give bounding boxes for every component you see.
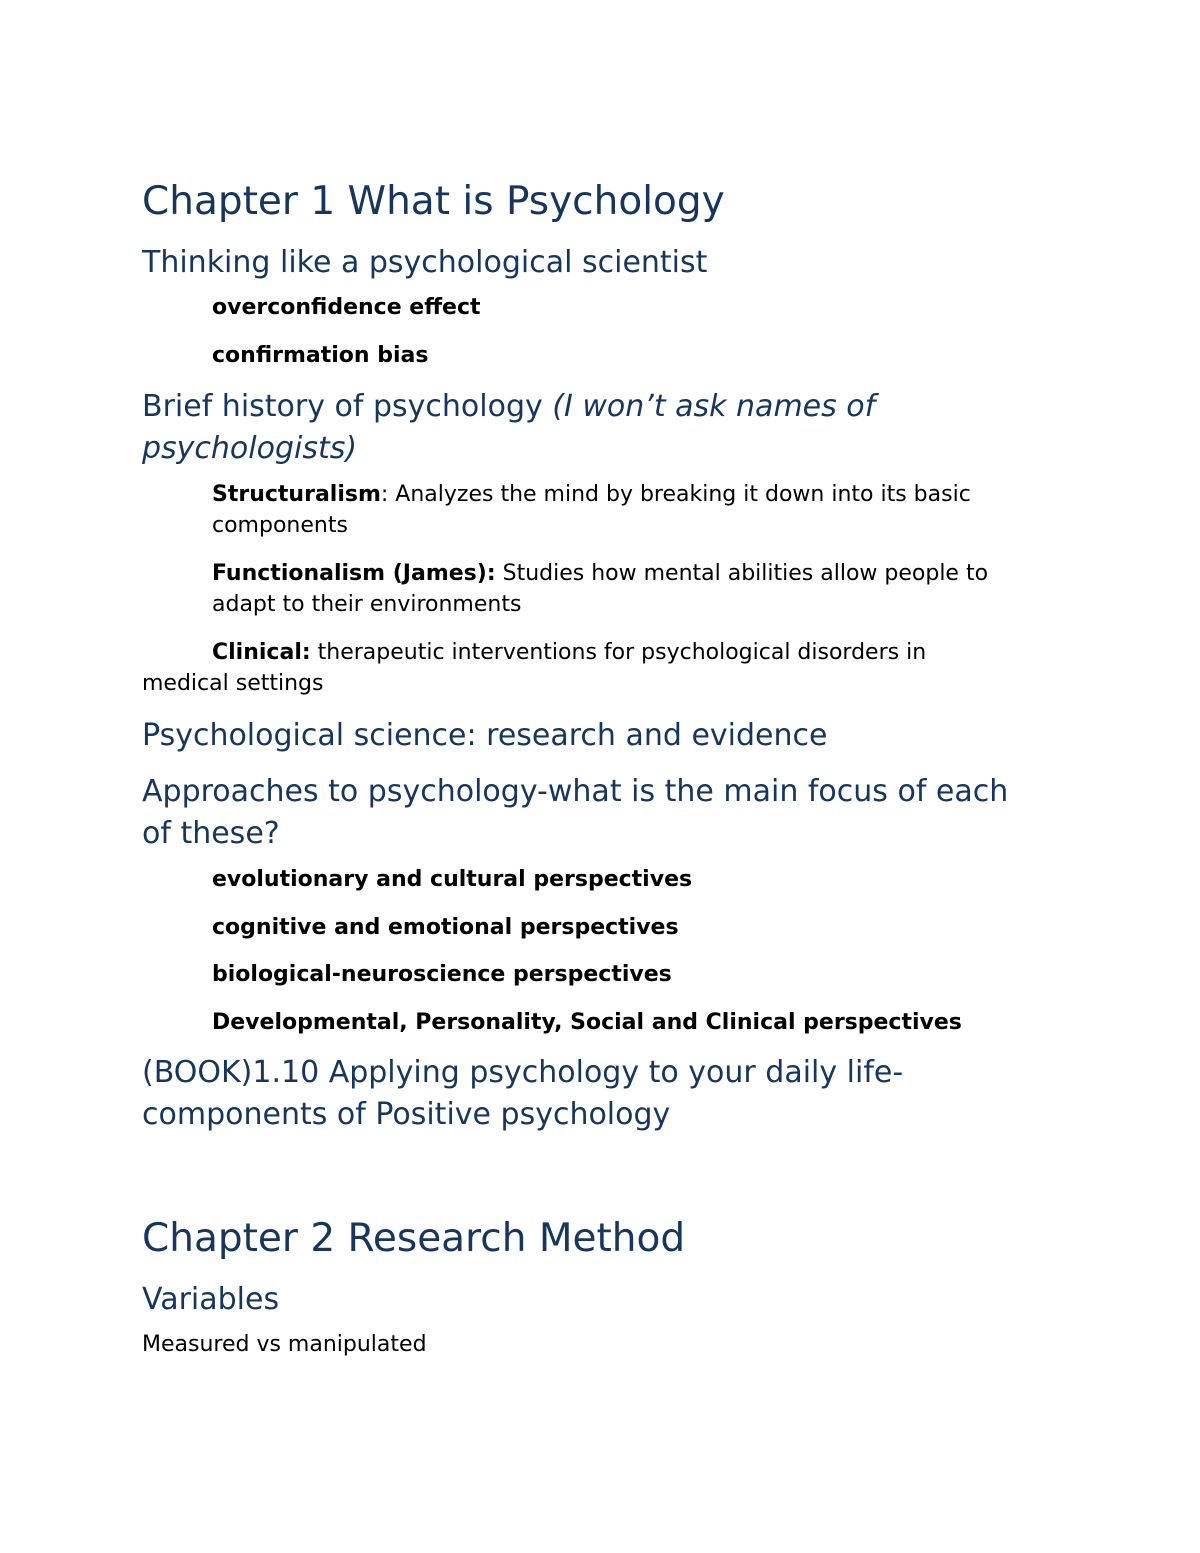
- structuralism-definition-line2: components: [212, 513, 348, 538]
- term-evolutionary-cultural: evolutionary and cultural perspectives: [212, 867, 693, 892]
- clinical-definition: [212, 642, 926, 664]
- history-heading-note-line2: psychologists): [142, 431, 358, 466]
- variables-text: Measured vs manipulated: [142, 1332, 427, 1357]
- functionalism-definition-line2: adapt to their environments: [212, 592, 522, 617]
- section-heading-book-line2: components of Positive psychology: [142, 1097, 671, 1132]
- section-heading-book: (BOOK)1.10 Applying psychology to your daily life-: [142, 1055, 904, 1090]
- chapter-2-title: Chapter 2 Research Method: [142, 1216, 686, 1261]
- term-functionalism: Functionalism (James):: [212, 561, 496, 586]
- term-structuralism: Structuralism: [212, 482, 381, 507]
- section-heading-variables: Variables: [142, 1282, 280, 1317]
- functionalism-desc: Studies how mental abilities allow people to: [495, 561, 989, 586]
- functionalism-definition: [212, 563, 988, 585]
- section-heading-science: Psychological science: research and evidence: [142, 718, 828, 753]
- chapter-1-title: Chapter 1 What is Psychology: [142, 179, 725, 224]
- structuralism-desc: : Analyzes the mind by breaking it down into its basic: [380, 482, 971, 507]
- section-heading-history: [142, 389, 876, 424]
- term-developmental-personality: Developmental, Personality, Social and Clinical perspectives: [212, 1010, 962, 1035]
- section-heading-history-line2: [142, 431, 358, 466]
- clinical-definition-line2: medical settings: [142, 671, 324, 696]
- section-heading-thinking: Thinking like a psychological scientist: [142, 245, 708, 280]
- clinical-desc: therapeutic interventions for psychological disorders in: [310, 640, 927, 665]
- history-heading-note: (I won’t ask names of: [552, 389, 876, 424]
- section-heading-approaches: Approaches to psychology-what is the main focus of each: [142, 774, 1009, 809]
- term-clinical: Clinical:: [212, 640, 311, 665]
- term-biological-neuroscience: biological-neuroscience perspectives: [212, 962, 672, 987]
- section-heading-approaches-line2: of these?: [142, 816, 280, 851]
- term-cognitive-emotional: cognitive and emotional perspectives: [212, 915, 679, 940]
- term-confirmation-bias: confirmation bias: [212, 343, 429, 368]
- structuralism-definition: [212, 484, 971, 506]
- history-heading-text: Brief history of psychology: [142, 389, 553, 424]
- term-overconfidence-effect: overconfidence effect: [212, 295, 481, 320]
